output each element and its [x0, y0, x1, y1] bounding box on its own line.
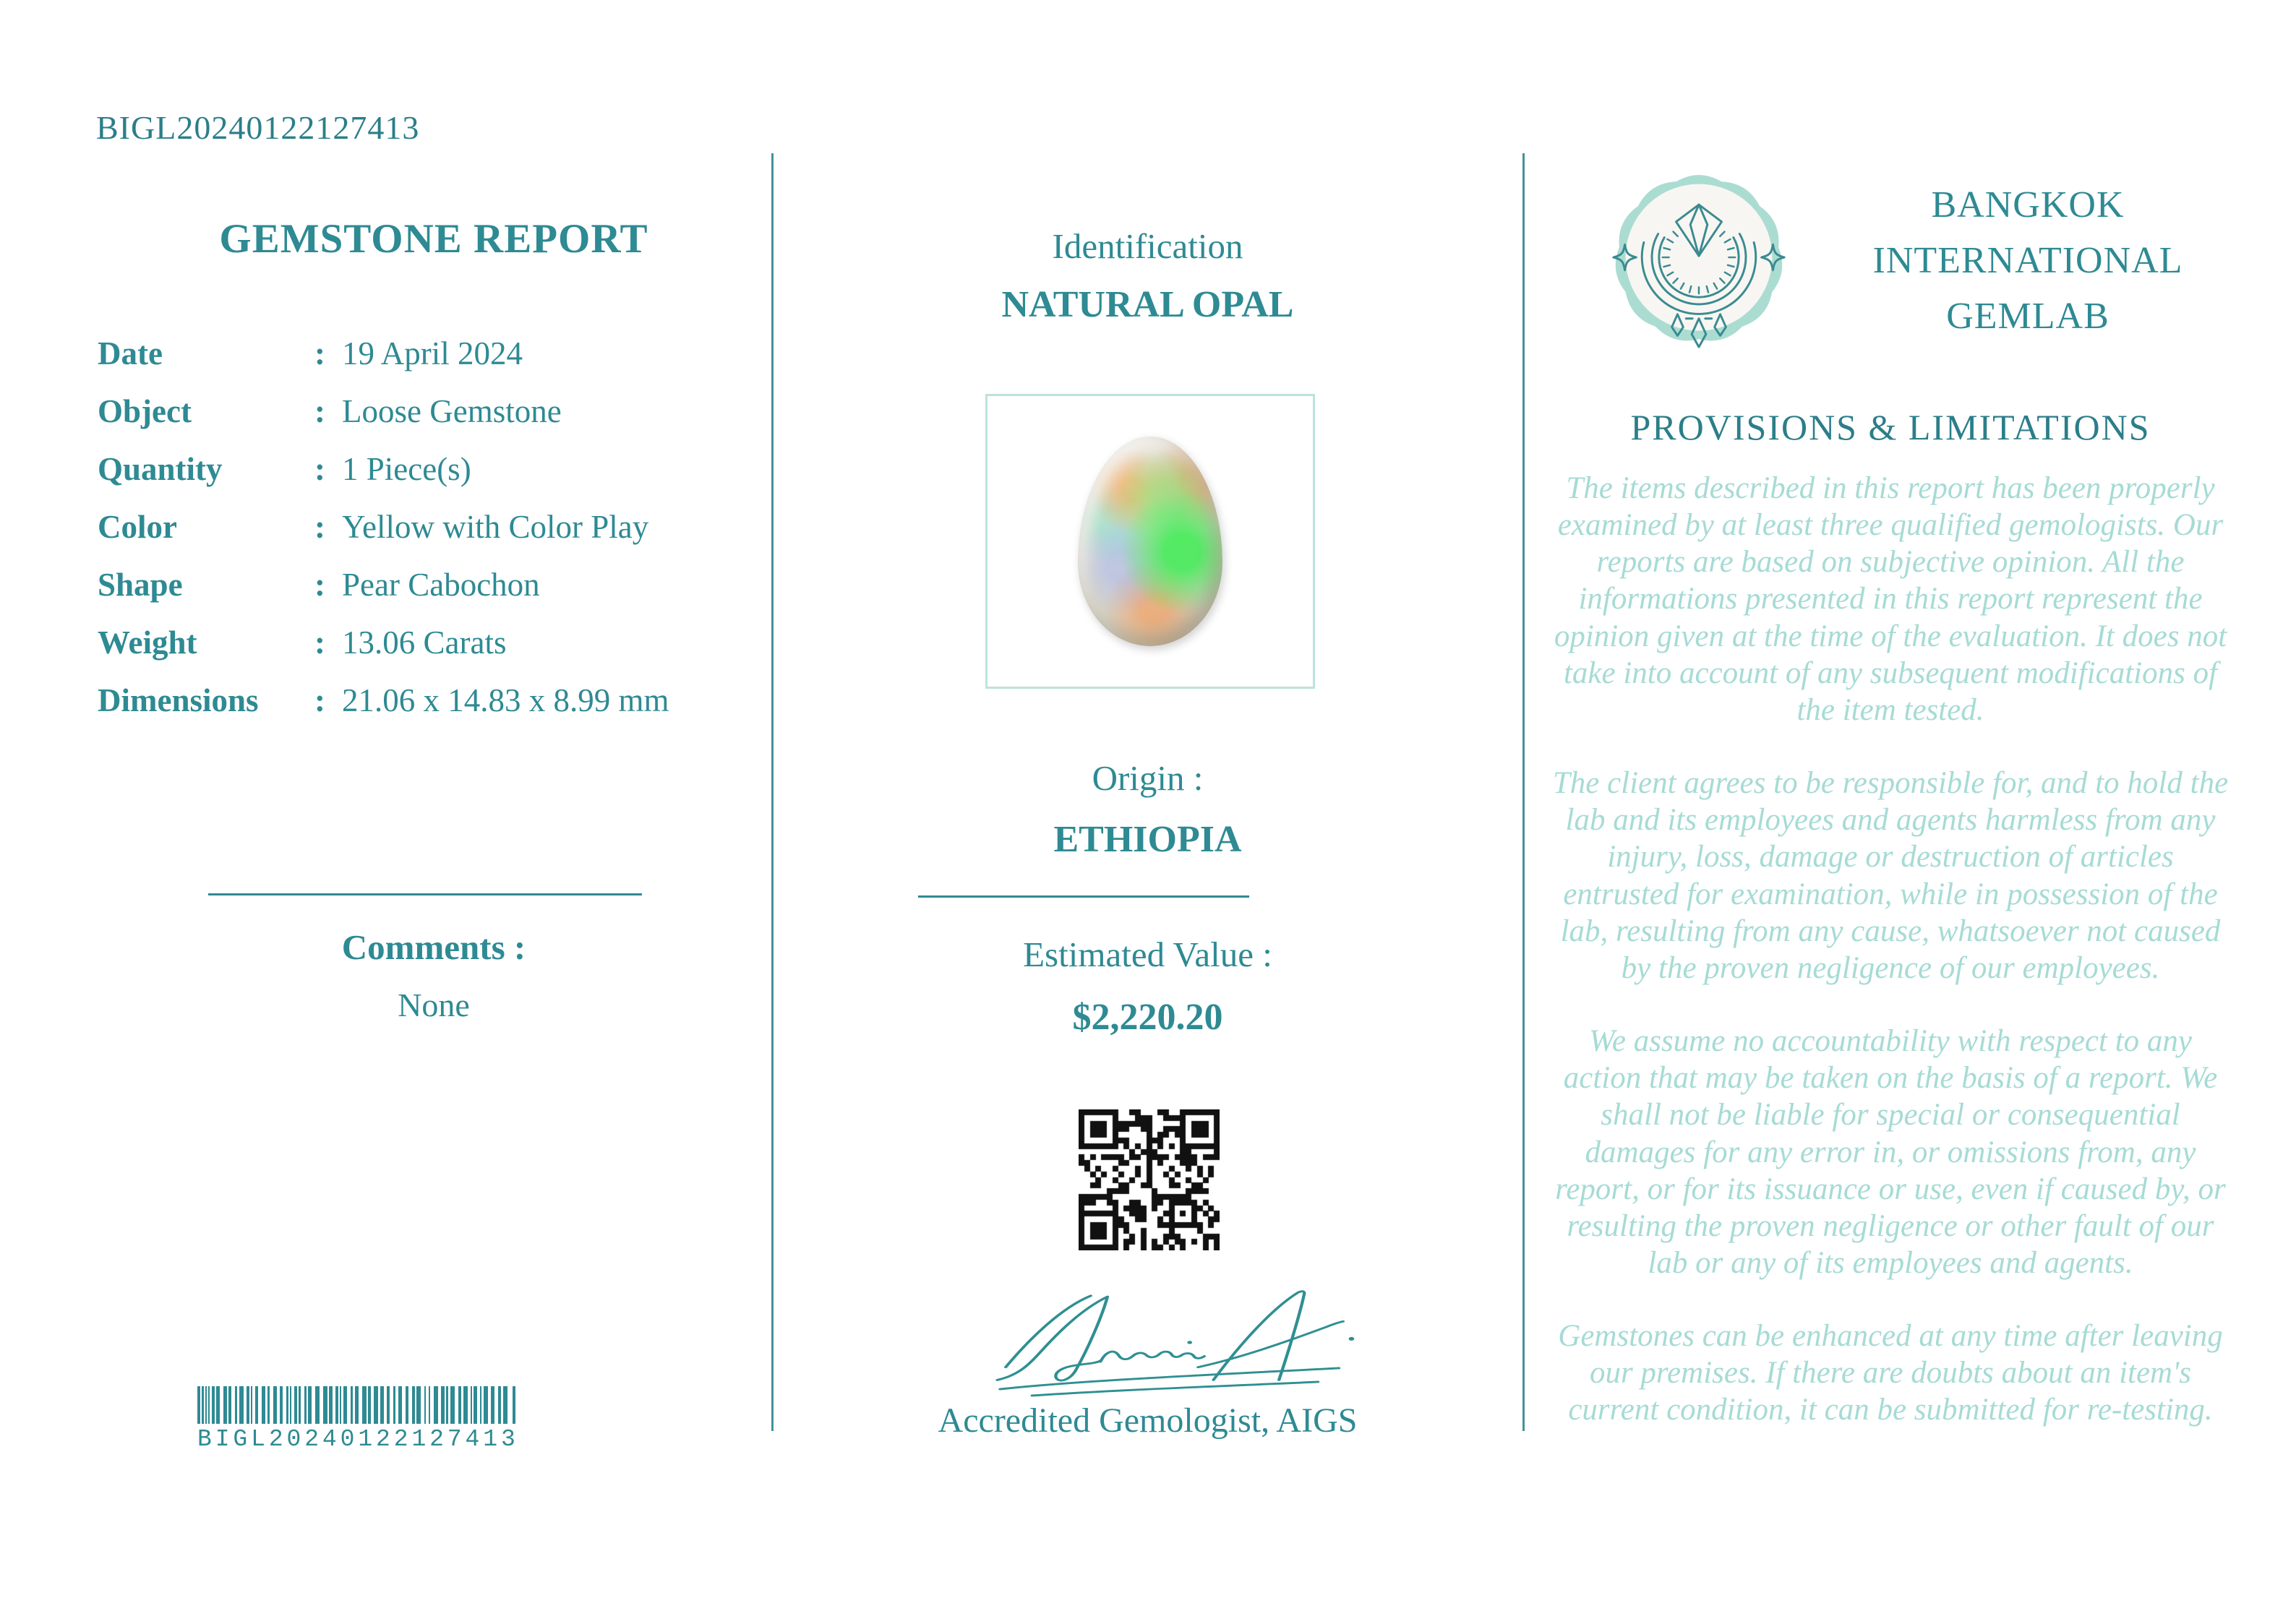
- field-row: [98, 510, 770, 567]
- provisions-paragraph: We assume no accountability with respect to any action that may be taken on the basis of a report. We shall not be liable for special or consequential damages for any error in, or omissions from, any report, or for its issuance or use, even if caused by, or resulting the proven negligence or other fault of our lab or any of its employees and agents.: [1555, 1024, 2226, 1280]
- barcode-char: 2: [304, 1426, 320, 1453]
- provisions-heading: PROVISIONS & LIMITATIONS: [1630, 407, 2151, 447]
- field-label: Weight: [98, 624, 197, 661]
- field-colon: :: [314, 393, 325, 429]
- field-row: [98, 394, 770, 452]
- comments-label: Comments :: [341, 927, 526, 967]
- barcode-char: 7: [447, 1426, 462, 1453]
- field-label: Dimensions: [98, 682, 259, 718]
- lab-name-line: INTERNATIONAL: [1872, 239, 2183, 281]
- barcode-char: G: [233, 1426, 248, 1453]
- barcode-char: 0: [286, 1426, 301, 1453]
- field-row: [98, 452, 770, 510]
- estimated-value-label: Estimated Value :: [1023, 935, 1272, 974]
- field-label: Object: [98, 393, 192, 429]
- lab-name-line: BANGKOK: [1931, 184, 2125, 225]
- barcode-char: 2: [268, 1426, 283, 1453]
- provisions-paragraph: The client agrees to be responsible for, and to hold the lab and its employees and agents harmless from any injury, loss, damage or destruction of articles entrusted for examination, while in possession of the lab, resulting from any cause, whatsoever not caused by the proven negligence of our employees.: [1552, 766, 2229, 985]
- field-colon: :: [314, 509, 325, 545]
- field-value: Yellow with Color Play: [342, 509, 649, 545]
- barcode-char: 1: [483, 1426, 498, 1453]
- field-colon: :: [314, 624, 325, 661]
- barcode-char: 0: [340, 1426, 355, 1453]
- opal-gem-image: [1078, 437, 1222, 646]
- qr-code: [1079, 1109, 1220, 1250]
- provisions-paragraph: Gemstones can be enhanced at any time after leaving our premises. If there are doubts about an item's current condition, it can be submitted for re-testing.: [1558, 1319, 2223, 1427]
- field-label: Date: [98, 335, 163, 371]
- origin-value: ETHIOPIA: [1053, 819, 1242, 860]
- field-value: 13.06 Carats: [342, 624, 507, 661]
- barcode-char: 2: [393, 1426, 408, 1453]
- gemologist-line: Accredited Gemologist, AIGS: [938, 1401, 1358, 1440]
- barcode-char: 4: [322, 1426, 337, 1453]
- field-colon: :: [314, 335, 325, 371]
- barcode-char: 4: [465, 1426, 480, 1453]
- barcode-bars: [197, 1386, 515, 1424]
- comments-divider: [208, 893, 642, 895]
- field-value: 1 Piece(s): [342, 451, 471, 487]
- field-row: [98, 336, 770, 394]
- origin-label: Origin :: [1092, 758, 1204, 798]
- barcode-char: 1: [411, 1426, 427, 1453]
- field-label: Quantity: [98, 451, 223, 487]
- field-label: Color: [98, 509, 177, 545]
- field-row: [98, 683, 770, 741]
- field-colon: :: [314, 567, 325, 603]
- barcode-char: 2: [376, 1426, 390, 1453]
- report-number: BIGL20240122127413: [96, 109, 420, 146]
- barcode-char: I: [215, 1426, 230, 1453]
- field-value: 21.06 x 14.83 x 8.99 mm: [342, 682, 669, 718]
- provisions-paragraph: The items described in this report has been properly examined by at least three qualified gemologists. Our reports are based on subjective opinion. All the informations presented in this report represent the opinion given at the time of the evaluation. It does not take into account of any subsequent modifications of the item tested.: [1554, 471, 2227, 727]
- gemologist-signature: [989, 1289, 1379, 1399]
- field-value: Pear Cabochon: [342, 567, 540, 603]
- field-row: [98, 625, 770, 683]
- identification-value: NATURAL OPAL: [1001, 284, 1294, 325]
- barcode-char: B: [197, 1426, 212, 1453]
- barcode-char: 3: [500, 1426, 515, 1453]
- field-row: [98, 567, 770, 625]
- lab-name: [1807, 178, 2248, 345]
- barcode-char: L: [251, 1426, 265, 1453]
- comments-value: None: [398, 987, 470, 1023]
- barcode-char: 2: [429, 1426, 444, 1453]
- barcode: [197, 1386, 515, 1453]
- report-fields: [98, 336, 770, 741]
- estimated-value-divider: [918, 895, 1249, 898]
- barcode-text: [197, 1426, 515, 1453]
- estimated-value: $2,220.20: [1072, 997, 1223, 1038]
- gemlab-logo-badge-icon: [1606, 168, 1791, 353]
- field-colon: :: [314, 451, 325, 487]
- field-value: Loose Gemstone: [342, 393, 562, 429]
- barcode-char: 1: [358, 1426, 373, 1453]
- identification-heading: Identification: [1052, 226, 1243, 266]
- gemstone-report-title: GEMSTONE REPORT: [219, 216, 648, 262]
- field-value: 19 April 2024: [342, 335, 523, 371]
- field-colon: :: [314, 682, 325, 718]
- field-label: Shape: [98, 567, 183, 603]
- gem-photo-frame: [985, 394, 1315, 689]
- provisions-paragraphs: [1547, 470, 2234, 1465]
- lab-name-line: GEMLAB: [1946, 295, 2109, 337]
